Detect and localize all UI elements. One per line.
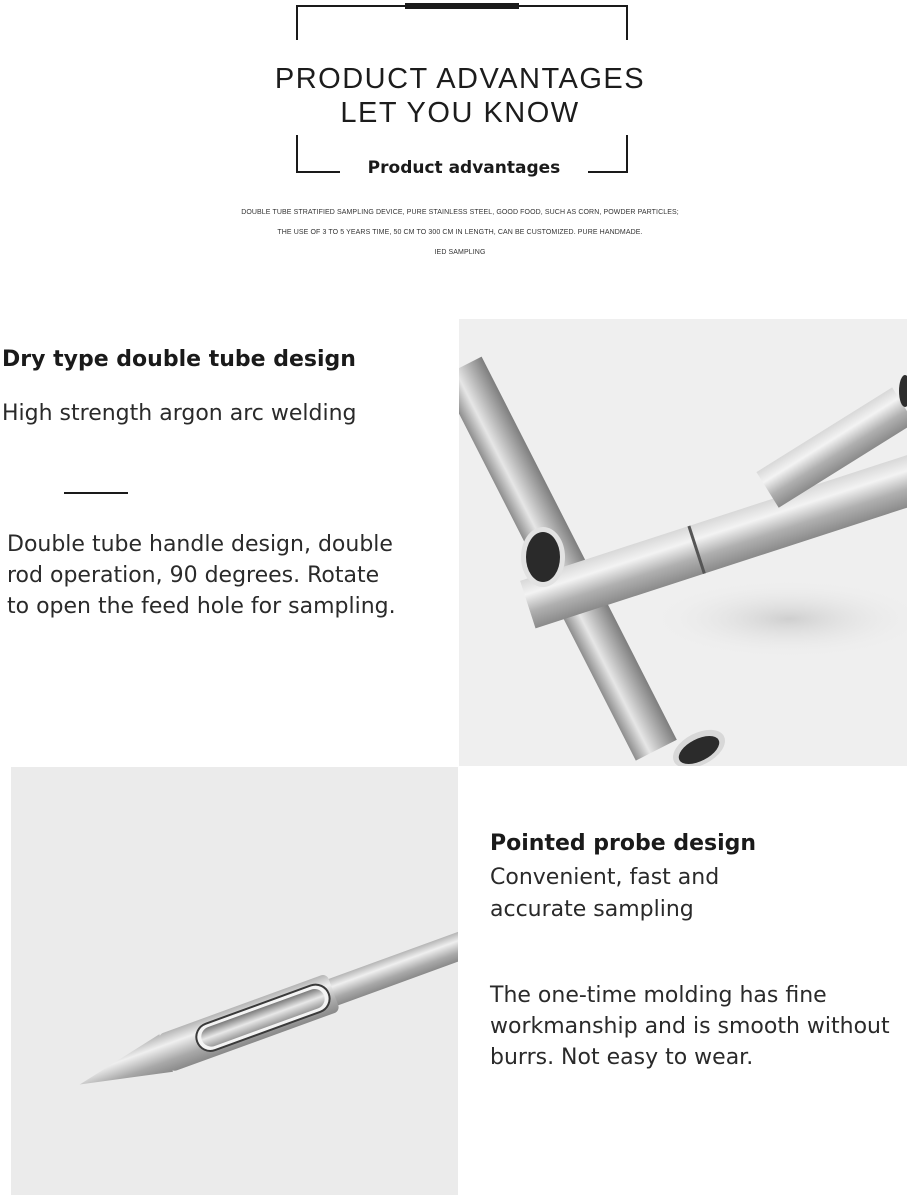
pointed-probe-image	[11, 767, 458, 1195]
title-line-2: LET YOU KNOW	[340, 97, 580, 129]
title-line-1: PRODUCT ADVANTAGES	[274, 63, 646, 95]
frame-top-right-vertical	[626, 5, 628, 40]
section-subtitle: Product advantages	[340, 156, 588, 180]
frame-bottom-left-vertical	[296, 135, 298, 173]
feature-2-title: Pointed probe design	[490, 831, 757, 856]
description-line: DOUBLE TUBE STRATIFIED SAMPLING DEVICE, PURE STAINLESS STEEL, GOOD FOOD, SUCH AS CORN, POWDER PARTICLES;	[241, 209, 679, 216]
feature-1-body: Double tube handle design, double rod operation, 90 degrees. Rotate to open the feed hole for sampling.	[7, 532, 396, 619]
feature-1-subtitle: High strength argon arc welding	[2, 401, 357, 426]
page-title	[240, 62, 680, 130]
feature-1-divider	[64, 492, 128, 494]
feature-2-text	[490, 830, 900, 924]
feature-1-title: Dry type double tube design	[2, 347, 356, 372]
frame-bottom-right-vertical	[626, 135, 628, 173]
description-line: THE USE OF 3 TO 5 YEARS TIME, 50 CM TO 300 CM IN LENGTH, CAN BE CUSTOMIZED. PURE HANDMADE.	[277, 229, 643, 236]
feature-1-photo	[459, 319, 907, 766]
feature-2-body: The one-time molding has fine workmanship and is smooth without burrs. Not easy to wear.	[490, 983, 890, 1070]
description-line: IED SAMPLING	[434, 249, 486, 256]
frame-top-left-vertical	[296, 5, 298, 40]
feature-2-photo	[11, 767, 458, 1195]
frame-top-accent-bar	[405, 3, 519, 9]
header-description	[150, 203, 770, 263]
feature-1-text	[2, 346, 452, 428]
double-tube-handle-image	[459, 319, 907, 766]
feature-2-subtitle-line-2: accurate sampling	[490, 897, 694, 922]
feature-2-subtitle-line-1: Convenient, fast and	[490, 865, 720, 890]
